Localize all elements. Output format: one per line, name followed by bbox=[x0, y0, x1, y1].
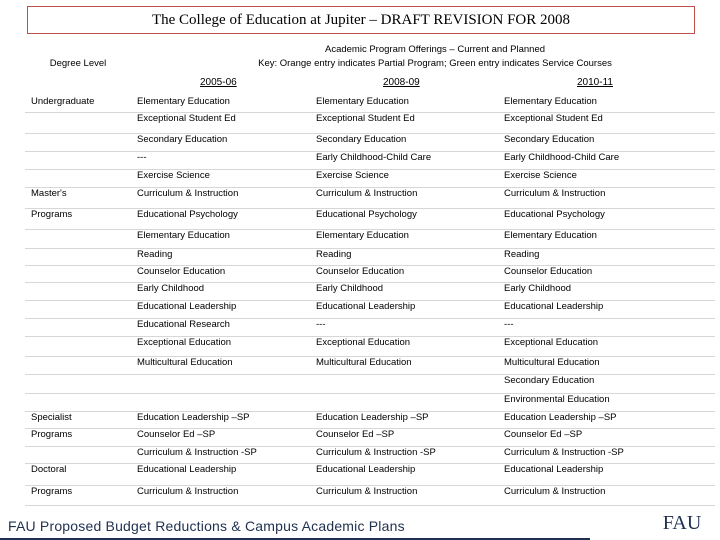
program-cell: Elementary Education bbox=[504, 230, 597, 241]
table-row bbox=[25, 301, 715, 319]
year-header-2010: 2010-11 bbox=[577, 77, 613, 88]
fau-logo: FAU bbox=[662, 512, 702, 534]
program-cell: Counselor Education bbox=[504, 266, 593, 277]
program-cell: Educational Leadership bbox=[504, 301, 604, 312]
degree-level-cell: Doctoral bbox=[31, 464, 67, 475]
program-cell: Educational Leadership bbox=[316, 301, 416, 312]
degree-level-cell: Programs bbox=[31, 429, 73, 440]
degree-level-cell: Undergraduate bbox=[31, 96, 95, 107]
table-row bbox=[25, 134, 715, 152]
program-cell: Elementary Education bbox=[316, 96, 409, 107]
table-row bbox=[25, 266, 715, 283]
program-cell: Multicultural Education bbox=[137, 357, 233, 368]
program-cell: Curriculum & Instruction bbox=[316, 188, 418, 199]
program-cell: Curriculum & Instruction bbox=[504, 188, 606, 199]
program-cell: Elementary Education bbox=[504, 96, 597, 107]
program-cell: Exceptional Student Ed bbox=[137, 113, 236, 124]
program-cell: Curriculum & Instruction -SP bbox=[504, 447, 624, 458]
program-cell: Early Childhood bbox=[504, 283, 572, 294]
program-cell: Elementary Education bbox=[316, 230, 409, 241]
program-cell: Exceptional Education bbox=[316, 337, 411, 348]
table-row bbox=[25, 113, 715, 134]
table-row bbox=[25, 464, 715, 486]
program-cell: Educational Psychology bbox=[137, 209, 238, 220]
program-cell: Exercise Science bbox=[137, 170, 210, 181]
program-cell: Educational Psychology bbox=[316, 209, 417, 220]
program-cell: Reading bbox=[316, 249, 352, 260]
program-cell: Educational Leadership bbox=[137, 464, 237, 475]
program-cell: Reading bbox=[137, 249, 173, 260]
program-cell: Exercise Science bbox=[504, 170, 577, 181]
program-cell: Curriculum & Instruction bbox=[316, 486, 418, 497]
program-cell: Multicultural Education bbox=[316, 357, 412, 368]
table-row bbox=[25, 283, 715, 301]
program-cell: Reading bbox=[504, 249, 540, 260]
table-row bbox=[25, 375, 715, 394]
program-cell: Exercise Science bbox=[316, 170, 389, 181]
year-header-2005: 2005-06 bbox=[200, 77, 237, 88]
program-cell: Exceptional Education bbox=[504, 337, 599, 348]
program-cell: Early Childhood bbox=[137, 283, 205, 294]
program-cell: Secondary Education bbox=[504, 375, 595, 386]
program-cell: Counselor Ed –SP bbox=[504, 429, 583, 440]
table-row bbox=[25, 96, 715, 113]
program-cell: Counselor Education bbox=[316, 266, 405, 277]
program-cell: Counselor Education bbox=[137, 266, 226, 277]
degree-level-header: Degree Level bbox=[49, 58, 107, 69]
program-cell: Early Childhood-Child Care bbox=[504, 152, 620, 163]
page-title: The College of Education at Jupiter – DRAFT REVISION FOR 2008 bbox=[27, 6, 695, 34]
program-cell: Counselor Ed –SP bbox=[316, 429, 395, 440]
table-row bbox=[25, 170, 715, 188]
program-cell: Education Leadership –SP bbox=[137, 412, 250, 423]
table-row bbox=[25, 486, 715, 506]
program-cell: Education Leadership –SP bbox=[504, 412, 617, 423]
program-cell: --- bbox=[316, 319, 326, 330]
program-cell: Secondary Education bbox=[316, 134, 407, 145]
year-header-2008: 2008-09 bbox=[383, 77, 420, 88]
program-cell: Educational Psychology bbox=[504, 209, 605, 220]
program-cell: Exceptional Education bbox=[137, 337, 232, 348]
program-cell: Educational Leadership bbox=[316, 464, 416, 475]
table-row bbox=[25, 412, 715, 429]
table-row bbox=[25, 209, 715, 230]
degree-level-cell: Programs bbox=[31, 486, 73, 497]
program-cell: Exceptional Student Ed bbox=[316, 113, 415, 124]
degree-level-cell: Specialist bbox=[31, 412, 72, 423]
program-cell: Elementary Education bbox=[137, 96, 230, 107]
program-cell: Educational Research bbox=[137, 319, 230, 330]
table-row bbox=[25, 394, 715, 412]
program-cell: Early Childhood bbox=[316, 283, 384, 294]
table-row bbox=[25, 230, 715, 249]
table-row bbox=[25, 429, 715, 447]
program-cell: Curriculum & Instruction bbox=[137, 486, 239, 497]
program-cell: Curriculum & Instruction bbox=[137, 188, 239, 199]
table-row bbox=[25, 337, 715, 357]
program-cell: Education Leadership –SP bbox=[316, 412, 429, 423]
program-cell: Secondary Education bbox=[504, 134, 595, 145]
table-row bbox=[25, 447, 715, 464]
program-cell: --- bbox=[137, 152, 147, 163]
degree-level-cell: Programs bbox=[31, 209, 73, 220]
program-cell: Educational Leadership bbox=[137, 301, 237, 312]
table-row bbox=[25, 188, 715, 209]
table-row bbox=[25, 357, 715, 375]
table-row bbox=[25, 152, 715, 170]
program-cell: Curriculum & Instruction bbox=[504, 486, 606, 497]
program-cell: Curriculum & Instruction -SP bbox=[316, 447, 436, 458]
footer-title: FAU Proposed Budget Reductions & Campus Academic Plans bbox=[8, 518, 405, 534]
table-row bbox=[25, 319, 715, 337]
program-cell: Secondary Education bbox=[137, 134, 228, 145]
table-row bbox=[25, 249, 715, 266]
color-key: Key: Orange entry indicates Partial Program; Green entry indicates Service Courses bbox=[258, 58, 612, 69]
program-cell: --- bbox=[504, 319, 514, 330]
program-cell: Exceptional Student Ed bbox=[504, 113, 603, 124]
program-cell: Elementary Education bbox=[137, 230, 230, 241]
program-cell: Educational Leadership bbox=[504, 464, 604, 475]
program-cell: Curriculum & Instruction -SP bbox=[137, 447, 257, 458]
program-cell: Early Childhood-Child Care bbox=[316, 152, 432, 163]
degree-level-cell: Master's bbox=[31, 188, 67, 199]
program-cell: Multicultural Education bbox=[504, 357, 600, 368]
program-cell: Counselor Ed –SP bbox=[137, 429, 216, 440]
offerings-title: Academic Program Offerings – Current and Planned bbox=[324, 44, 546, 55]
program-cell: Environmental Education bbox=[504, 394, 610, 405]
